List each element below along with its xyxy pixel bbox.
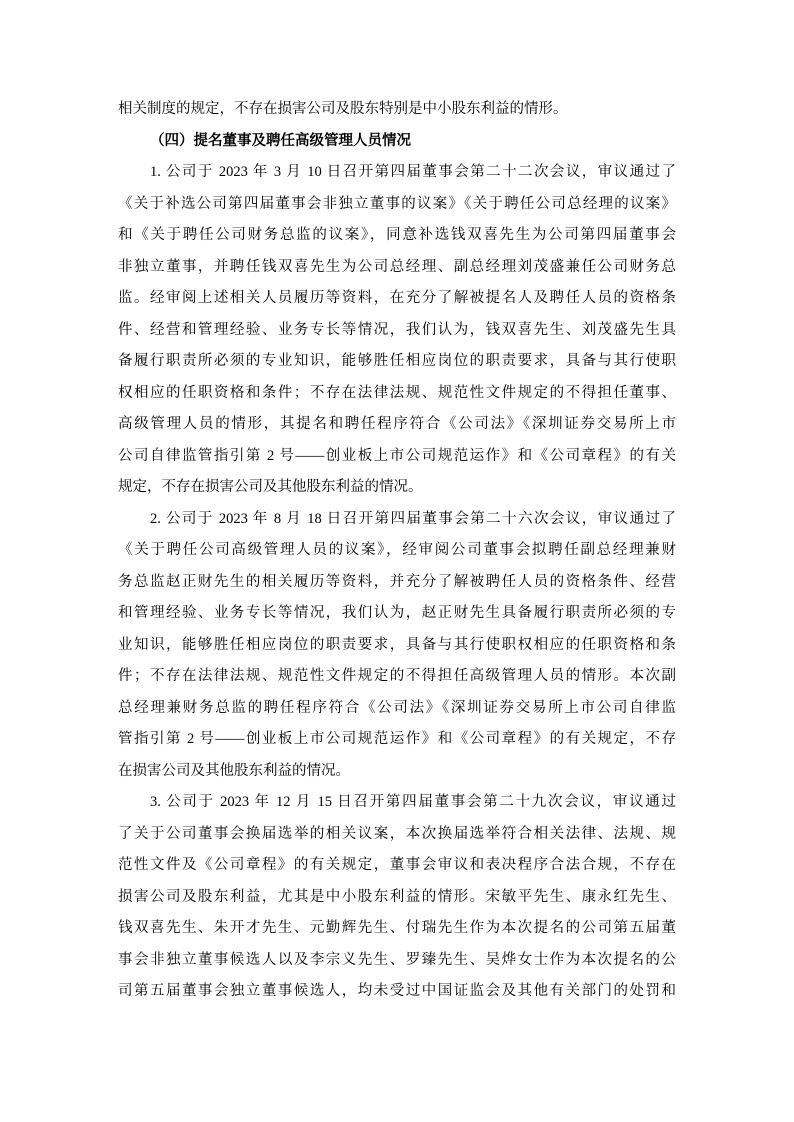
- text-line: 和《关于聘任公司财务总监的议案》，同意补选钱双喜先生为公司第四届董事会: [118, 227, 676, 243]
- text-line: 范性文件及《公司章程》的有关规定，董事会审议和表决程序合法合规，不存在: [118, 857, 676, 873]
- text-line: 《关于聘任公司高级管理人员的议案》，经审阅公司董事会拟聘任副总经理兼财: [118, 542, 676, 558]
- text-line: 和管理经验、业务专长等情况，我们认为，赵正财先生具备履行职责所必须的专: [118, 605, 676, 621]
- section-heading: （四）提名董事及聘任高级管理人员情况: [150, 132, 411, 149]
- text-line: 相关制度的规定，不存在损害公司及股东特别是中小股东利益的情形。: [118, 101, 568, 117]
- text-line: 规定，不存在损害公司及其他股东利益的情况。: [118, 479, 423, 495]
- text-line: 了关于公司董事会换届选举的相关议案，本次换届选举符合相关法律、法规、规: [118, 825, 676, 842]
- text-line: 务总监赵正财先生的相关履历等资料，并充分了解被聘任人员的资格条件、经营: [118, 573, 676, 590]
- text-line: 件、经营和管理经验、业务专长等情况，我们认为，钱双喜先生、刘茂盛先生具: [118, 321, 676, 338]
- text-line: 1. 公司于 2023 年 3 月 10 日召开第四届董事会第二十二次会议，审议通过了: [150, 164, 676, 180]
- text-line: 件；不存在法律法规、规范性文件规定的不得担任高级管理人员的情形。本次副: [118, 668, 676, 684]
- text-line: 备履行职责所必须的专业知识，能够胜任相应岗位的职责要求，具备与其行使职: [118, 353, 676, 369]
- text-line: 公司自律监管指引第 2 号——创业板上市公司规范运作》和《公司章程》的有关: [118, 447, 676, 464]
- text-line: 在损害公司及其他股东利益的情况。: [118, 762, 350, 779]
- text-line: 《关于补选公司第四届董事会非独立董事的议案》《关于聘任公司总经理的议案》: [118, 195, 676, 212]
- text-line: 总经理兼财务总监的聘任程序符合《公司法》《深圳证券交易所上市公司自律监: [118, 699, 676, 716]
- text-line: 钱双喜先生、朱开才先生、元勤辉先生、付瑞先生作为本次提名的公司第五届董: [118, 920, 676, 936]
- text-line: 损害公司及股东利益，尤其是中小股东利益的情形。宋敏平先生、康永红先生、: [118, 888, 676, 905]
- text-line: 管指引第 2 号——创业板上市公司规范运作》和《公司章程》的有关规定，不存: [118, 731, 676, 747]
- document-body: [118, 94, 676, 1008]
- text-line: 司第五届董事会独立董事候选人，均未受过中国证监会及其他有关部门的处罚和: [118, 983, 676, 999]
- text-line: 3. 公司于 2023 年 12 月 15 日召开第四届董事会第二十九次会议，审议通过: [150, 794, 676, 810]
- text-line: 高级管理人员的情形，其提名和聘任程序符合《公司法》《深圳证券交易所上市: [118, 416, 676, 432]
- text-line: 权相应的任职资格和条件；不存在法律法规、规范性文件规定的不得担任董事、: [118, 384, 676, 401]
- text-line: 2. 公司于 2023 年 8 月 18 日召开第四届董事会第二十六次会议，审议通过了: [150, 510, 676, 527]
- text-line: 事会非独立董事候选人以及李宗义先生、罗臻先生、吴烨女士作为本次提名的公: [118, 951, 676, 968]
- text-line: 监。经审阅上述相关人员履历等资料，在充分了解被提名人及聘任人员的资格条: [118, 290, 676, 306]
- text-line: 非独立董事，并聘任钱双喜先生为公司总经理、副总经理刘茂盛兼任公司财务总: [118, 258, 676, 275]
- text-line: 业知识，能够胜任相应岗位的职责要求，具备与其行使职权相应的任职资格和条: [118, 636, 676, 653]
